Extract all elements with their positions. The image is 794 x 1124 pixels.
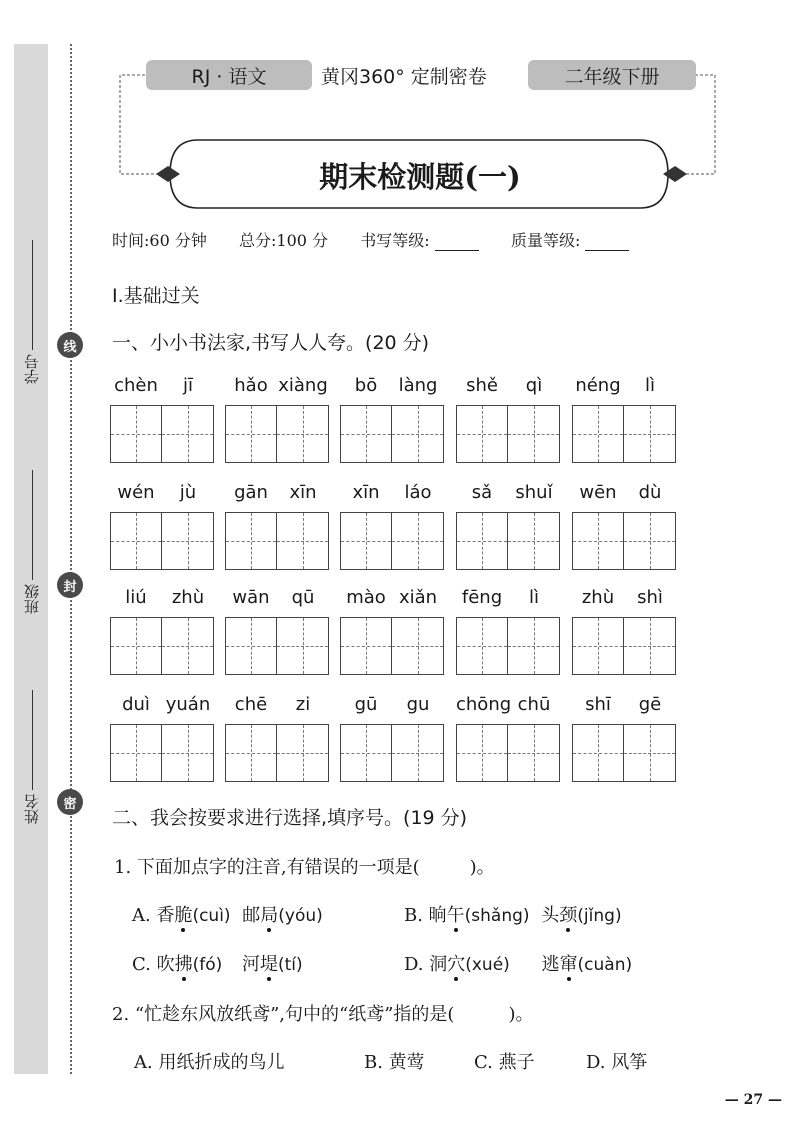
writing-box-pair[interactable] [110, 512, 214, 570]
writing-box[interactable] [225, 405, 277, 463]
quality-grade-label: 质量等级: [510, 231, 581, 250]
pinyin-syllable: liú [125, 587, 147, 608]
q2-2-stem-line [112, 1000, 533, 1026]
writing-box[interactable] [110, 405, 162, 463]
writing-box-pair[interactable] [225, 512, 329, 570]
writing-box[interactable] [340, 724, 392, 782]
pinyin-syllable: chē [234, 694, 268, 715]
pinyin-syllable: láo [404, 482, 432, 503]
question-2-title: 二、我会按要求进行选择,填序号。(19 分) [112, 807, 468, 829]
writing-box[interactable] [456, 405, 508, 463]
exam-meta [112, 228, 629, 251]
name-field[interactable] [20, 690, 44, 824]
pinyin-syllable: gān [234, 482, 268, 503]
writing-box[interactable] [110, 512, 162, 570]
pinyin-syllable: wēn [579, 482, 617, 503]
q2-1-answer-blank[interactable] [420, 861, 470, 879]
q2-2-close: )。 [508, 1004, 534, 1025]
q2-1-close: )。 [469, 857, 495, 878]
pinyin-syllable: duì [122, 694, 150, 715]
class-blank[interactable] [32, 470, 33, 580]
pinyin-syllable: shī [585, 694, 611, 715]
pinyin-syllable: gu [406, 694, 430, 715]
writing-box[interactable] [340, 405, 392, 463]
writing-box[interactable] [277, 512, 329, 570]
class-label: 班级 [22, 584, 41, 614]
writing-box[interactable] [392, 405, 444, 463]
pinyin-syllable: dù [638, 482, 662, 503]
writing-box-pair[interactable] [572, 724, 676, 782]
name-blank[interactable] [32, 690, 33, 790]
writing-box[interactable] [225, 724, 277, 782]
pinyin-syllable: shě [466, 375, 498, 396]
pinyin-syllable: zhù [581, 587, 615, 608]
writing-box[interactable] [572, 724, 624, 782]
class-field[interactable] [20, 470, 44, 614]
writing-box[interactable] [624, 512, 676, 570]
writing-box-pair[interactable] [110, 405, 214, 463]
writing-box[interactable] [162, 617, 214, 675]
q2-1-option-b[interactable]: B. 晌午(shǎng) 头颈(jǐng) [404, 901, 622, 927]
writing-box-pair[interactable] [572, 512, 676, 570]
writing-box-pair[interactable] [110, 617, 214, 675]
section-basic-title: Ⅰ.基础过关 [112, 285, 200, 307]
pinyin-syllable: làng [398, 375, 438, 396]
writing-box[interactable] [110, 724, 162, 782]
student-number-blank[interactable] [32, 240, 33, 350]
pinyin-syllable: qū [291, 587, 315, 608]
pinyin-syllable: chū [517, 694, 551, 715]
pinyin-syllable: wén [117, 482, 155, 503]
pinyin-syllable: qì [525, 375, 543, 396]
series-name: 黄冈360° 定制密卷 [321, 66, 487, 88]
writing-box[interactable] [340, 512, 392, 570]
writing-box-pair[interactable] [456, 512, 560, 570]
pinyin-syllable: hǎo [234, 375, 268, 396]
pinyin-syllable: shuǐ [515, 482, 553, 503]
writing-box-pair[interactable] [340, 512, 444, 570]
writing-box-pair[interactable] [456, 617, 560, 675]
q2-1-option-c[interactable]: C. 吹拂(fó) 河堤(tí) [132, 950, 303, 976]
grade-tag: 二年级下册 [528, 60, 696, 90]
pinyin-syllable: wān [232, 587, 270, 608]
writing-grade-blank[interactable] [435, 232, 479, 251]
writing-box-pair[interactable] [456, 724, 560, 782]
pinyin-syllable: shì [637, 587, 663, 608]
pinyin-syllable: jī [182, 375, 193, 396]
writing-box[interactable] [508, 724, 560, 782]
writing-box[interactable] [624, 405, 676, 463]
writing-box[interactable] [392, 512, 444, 570]
q2-2-option-d[interactable]: D. 风筝 [586, 1052, 648, 1073]
pinyin-syllable: mào [346, 587, 386, 608]
writing-box[interactable] [277, 724, 329, 782]
seal-seal-mark: 封 [57, 572, 83, 598]
q2-2-option-b[interactable]: B. 黄莺 [364, 1052, 425, 1073]
writing-box[interactable] [456, 512, 508, 570]
pinyin-syllable: sǎ [471, 482, 493, 503]
writing-box[interactable] [572, 405, 624, 463]
pinyin-syllable: bō [354, 375, 378, 396]
pinyin-syllable: xīn [289, 482, 317, 503]
seal-secret-mark: 密 [57, 789, 83, 815]
writing-box-pair[interactable] [225, 724, 329, 782]
writing-box[interactable] [508, 512, 560, 570]
q2-1-stem-line [114, 853, 495, 879]
writing-box[interactable] [162, 512, 214, 570]
time-limit: 时间:60 分钟 [112, 231, 207, 250]
pinyin-syllable: gē [638, 694, 662, 715]
writing-box[interactable] [392, 724, 444, 782]
total-score: 总分:100 分 [239, 231, 329, 250]
seal-line-mark: 线 [57, 332, 83, 358]
writing-box-pair[interactable] [456, 405, 560, 463]
pinyin-syllable: chèn [114, 375, 158, 396]
writing-grade-label: 书写等级: [360, 231, 430, 250]
writing-box[interactable] [456, 724, 508, 782]
q2-2-option-c[interactable]: C. 燕子 [474, 1052, 535, 1073]
student-number-label: 学号 [22, 354, 41, 384]
writing-box[interactable] [277, 405, 329, 463]
writing-box[interactable] [162, 724, 214, 782]
q2-1-option-a[interactable]: A. 香脆(cuì) 邮局(yóu) [132, 901, 323, 927]
writing-box[interactable] [162, 405, 214, 463]
pinyin-syllable: xiàng [278, 375, 328, 396]
q2-2-answer-blank[interactable] [454, 1008, 508, 1026]
pinyin-syllable: jù [179, 482, 197, 503]
pinyin-syllable: fēng [461, 587, 503, 608]
quality-grade-blank[interactable] [585, 232, 629, 251]
writing-box[interactable] [572, 617, 624, 675]
writing-box[interactable] [456, 617, 508, 675]
pinyin-syllable: xiǎn [398, 587, 438, 608]
writing-box[interactable] [392, 617, 444, 675]
cut-line [70, 44, 72, 1074]
pinyin-syllable: xīn [352, 482, 380, 503]
name-label: 姓名 [22, 794, 41, 824]
writing-box-pair[interactable] [572, 405, 676, 463]
subject-tag: RJ · 语文 [146, 60, 312, 90]
page-title: 期末检测题(一) [319, 159, 521, 194]
pinyin-syllable: chōng [456, 694, 512, 715]
writing-box-pair[interactable] [225, 617, 329, 675]
pinyin-syllable: zhù [171, 587, 205, 608]
pinyin-syllable: lì [528, 587, 539, 608]
pinyin-syllable: zi [295, 694, 311, 715]
writing-box[interactable] [624, 724, 676, 782]
writing-box[interactable] [508, 617, 560, 675]
page-number: — 27 — [724, 1092, 782, 1108]
question-1-title: 一、小小书法家,书写人人夸。(20 分) [112, 332, 430, 354]
writing-box[interactable] [110, 617, 162, 675]
writing-box[interactable] [572, 512, 624, 570]
q2-1-stem: 1. 下面加点字的注音,有错误的一项是( [114, 857, 420, 878]
pinyin-syllable: lì [644, 375, 655, 396]
q2-2-option-a[interactable]: A. 用纸折成的鸟儿 [134, 1052, 285, 1073]
student-number-field[interactable] [20, 240, 44, 384]
writing-box[interactable] [624, 617, 676, 675]
writing-box-pair[interactable] [225, 405, 329, 463]
pinyin-syllable: gū [354, 694, 378, 715]
writing-box[interactable] [340, 617, 392, 675]
q2-1-option-d[interactable]: D. 洞穴(xué) 逃窜(cuàn) [404, 950, 632, 976]
writing-box[interactable] [225, 617, 277, 675]
pinyin-syllable: néng [575, 375, 621, 396]
q2-2-stem: 2. “忙趁东风放纸鸢”,句中的“纸鸢”指的是( [112, 1004, 455, 1025]
writing-box-pair[interactable] [340, 405, 444, 463]
writing-box[interactable] [277, 617, 329, 675]
pinyin-syllable: yuán [165, 694, 211, 715]
writing-box-pair[interactable] [572, 617, 676, 675]
writing-box[interactable] [508, 405, 560, 463]
writing-box-pair[interactable] [110, 724, 214, 782]
writing-box-pair[interactable] [340, 617, 444, 675]
writing-box-pair[interactable] [340, 724, 444, 782]
writing-box[interactable] [225, 512, 277, 570]
